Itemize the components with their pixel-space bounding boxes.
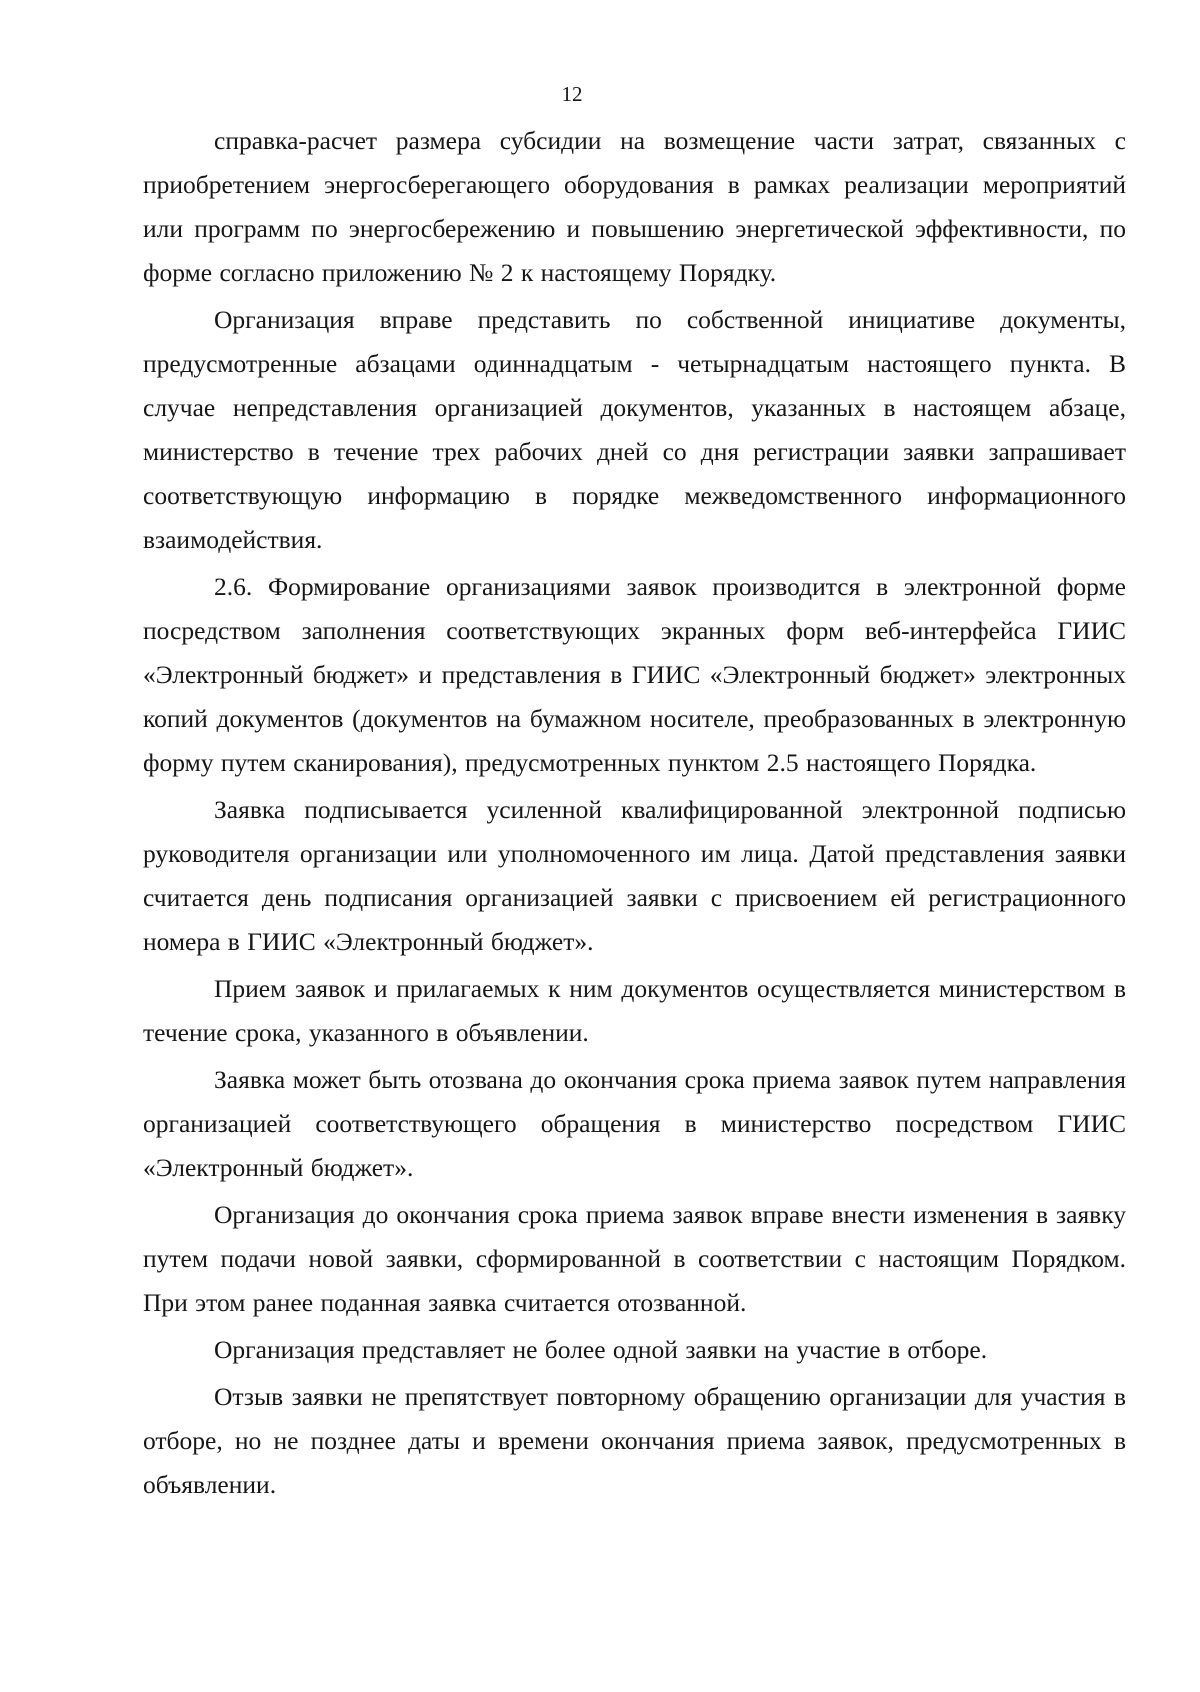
document-body [143, 119, 1126, 1510]
paragraph-withdrawal: Заявка может быть отозвана до окончания срока приема заявок путем направления организацией соответствующего обращения в министерство посредством ГИИС «Электронный бюджет». [143, 1065, 1126, 1182]
paragraph-2-6-electronic-form: 2.6. Формирование организациями заявок производится в электронной форме посредством заполнения соответствующих экранных форм веб-интерфейса ГИИС «Электронный бюджет» и представления в ГИИС «Электронный бюджет» электронных копий документов (документов на бумажном носителе, преобразованных в электронную форму путем сканирования), предусмотренных пунктом 2.5 настоящего Порядка. [143, 572, 1126, 777]
paragraph-signature: Заявка подписывается усиленной квалифицированной электронной подписью руководителя организации или уполномоченного им лица. Датой представления заявки считается день подписания организацией заявки с присвоением ей регистрационного номера в ГИИС «Электронный бюджет». [143, 795, 1126, 956]
page-number: 12 [561, 82, 583, 106]
paragraph-own-initiative-documents: Организация вправе представить по собственной инициативе документы, предусмотренные абзацами одиннадцатым - четырнадцатым настоящего пункта. В случае непредставления организацией документов, указанных в настоящем абзаце, министерство в течение трех рабочих дней со дня регистрации заявки запрашивает соответствующую информацию в порядке межведомственного информационного взаимодействия. [143, 305, 1126, 554]
paragraph-acceptance: Прием заявок и прилагаемых к ним документов осуществляется министерством в течение срока, указанного в объявлении. [143, 974, 1126, 1047]
paragraph-reapplication: Отзыв заявки не препятствует повторному обращению организации для участия в отборе, но не позднее даты и времени окончания приема заявок, предусмотренных в объявлении. [143, 1382, 1126, 1499]
paragraph-subsidy-calculation: справка-расчет размера субсидии на возмещение части затрат, связанных с приобретением энергосберегающего оборудования в рамках реализации мероприятий или программ по энергосбережению и повышению энергетической эффективности, по форме согласно приложению № 2 к настоящему Порядку. [143, 126, 1126, 287]
paragraph-one-application: Организация представляет не более одной заявки на участие в отборе. [214, 1335, 988, 1364]
paragraph-changes: Организация до окончания срока приема заявок вправе внести изменения в заявку путем подачи новой заявки, сформированной в соответствии с настоящим Порядком. При этом ранее поданная заявка считается отозванной. [143, 1200, 1126, 1317]
